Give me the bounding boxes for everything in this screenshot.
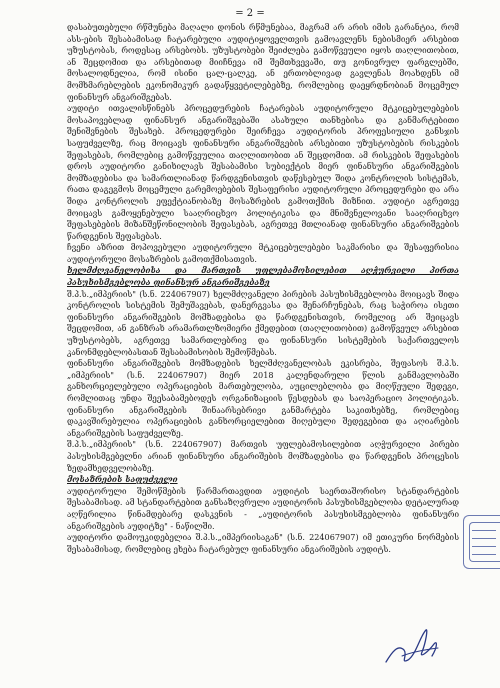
paragraph-opinion-evidence: ჩვენი აზრით მოპოვებული აუდიტორული მტკიცებულებები საკმარისი და შესაფერისია აუდიტორული მოსაზრების გამოთქმისათვის.: [67, 242, 459, 264]
paragraph-assurance: დასაბუთებული რწმუნება მაღალი დონის რწმუნებაა, მაგრამ არ არის იმის გარანტია, რომ ასს-ების შესაბამისად ჩატარებული აუდიტიყოველთვის გამოავლენს ნებისმიერ არსებით უზუსტობას, როდესაც არსებობს. უზუსტობები შეიძლება გამოწვეული იყოს თაღლითობით, ან შეცდომით და არსებითად მიიჩნევა იმ შემთხვევაში, თუ გონივრულ ფარგლებში, მოსალოდნელია, რომ ისინი ცალ-ცალკე, ან ერთობლივად გავლენას მოახდენს იმ მომხმარებლების ეკონომიკურ გადაწყვეტილებებზე, რომლებიც დაეყრდნობიან მოცემულ ფინანსურ ანგარიშგებას.: [67, 22, 459, 102]
paragraph-responsibility-3: შ.პ.ს.„იმპერიის" (ს.ნ. 224067907) მართვის უფლებამოსილებით აღჭურვილი პირები პასუხისმგებელნი არიან ფინანსური ანგარიშების მომზადებისა და წარდგენის პროცესის ზედამხედველობაზე.: [67, 439, 459, 473]
paragraph-responsibility-2: ფინანსური ანგარიშგების მომზადების ხელმძღვანელობას ეკისრება, შეფასოს შ.პ.ს.„იმპერიის" (ს.ნ. 224067907) მიერ 2018 კალენდარული წლის განმავლობაში განხორციელებული ოპერაციების მართებულობა, აუცილებლობა და მიღწეული შედეგი, რომლითაც უნდა შეესაბამებოდეს ორგანიზაციის წესდებას და საოპერაციო პოლიტიკას. ფინანსური ანგარიშგების შინაარსებრივი განმარტება საკითხებზე, რომლებიც დაკავშირებულია ოპერაციების განხორციელებით მიღებული შედეგებით და აღიარების ანგარიშგების საფუძველზე.: [67, 358, 459, 438]
stamp-icon: [463, 515, 500, 569]
paragraph-basis-1: აუდიტორული შემოწმების წარმართავდით აუდიტის საერთაშორისო სტანდარტების შესაბამისად. ამ სტანდარტებით განსაზღვრული აუდიტორის პასუხისმგებლობა დეტალურად აღწერილია წინამდებარე დასკვნის - „აუდიტორის პასუხისმგებლობა ფინანსური ანგარიშგების აუდიტზე" - ნაწილში.: [67, 485, 459, 531]
paragraph-procedures: აუდიტი ითვალისწინებს პროცედურების ჩატარებას აუდიტორული მტკიცებულებების მოსაპოვებლად ფინანსურ ანგარიშგებაში ასახული თანხებისა და განმარტებითი შენიშვნების შესახებ. პროცედურები შეირჩევა აუდიტორის პროფესიული განსჯის საფუძველზე, რაც მოიცავს ფინანსური ანგარიშგების არსებითი უზუსტობების რისკების შეფასებას, რომლებიც გამოწვეულია თაღლითობით ან შეცდომით. ამ რისკების შეფასების დროს აუდიტორი განიხილავს შესაბამისი სუბიექტის მიერ ფინანსური ანგარიშგების მომზადებისა და სამართლიანად წარდგენისთვის დაწესებულ შიდა კონტროლის სისტემას, რათა დაგეგმოს მოცემული გარემოებების შესაფერისი აუდიტორული პროცედურები და არა შიდა კონტროლის ეფექტიანობაზე მოსაზრების გამოთქმის მიზნით. აუდიტი აგრეთვე მოიცავს გამოყენებული სააღრიცხვო პოლიტიკისა და მნიშვნელოვანი სააღრიცხვო შეფასებების მიზანშეწონილობის შეფასებას, აგრეთვე მთლიანად ფინანსური ანგარიშგების წარდგენის შეფასებას.: [67, 103, 459, 241]
document-body: [67, 22, 459, 555]
paragraph-responsibility-1: შ.პ.ს.„იმპერიის" (ს.ნ. 224067907) ხელმძღვანელი პირების პასუხისმგებლობა მოიცავს შიდა კონტროლის სისტემის შემუშავებას, დანერგვასა და შენარჩუნებას, რაც საჭიროა ისეთი ფინანსური ანგარიშგების მომზადებისა და წარდგენისთვის, რომელიც არ შეიცავს შეცდომით, ან განზრახ არამართლზომიერი ქმედებით (თაღლითობით) გამოწვეულ არსებით უზუსტობებს, აგრეთვე სამართლებრივ და ფინანსური სისტემების საქართველოს კანონმდებლობასთან შესაბამისობის შემოწმებას.: [67, 288, 459, 357]
paragraph-basis-2: აუდიტორი დამოუკიდებელია შ.პ.ს.„იმპერიისაგან" (ს.ნ. 224067907) იმ ეთიკური ნორმების შესაბამისად, რომლებიც ეხება ჩატარებულ ფინანსური ანგარიშების აუდიტს.: [67, 532, 459, 554]
page-number: = 2 =: [235, 8, 265, 19]
section-heading-basis: მოსაზრების საფუძველი: [67, 474, 178, 485]
section-heading-responsibility: ხელმძღვანელობისა და მართვის უფლებამოსილებით აღჭურვილი პირთა პასუხისმგებლობა ფინანსურ ანგარიშგებაზე: [67, 265, 459, 288]
signature-icon: [382, 622, 442, 670]
